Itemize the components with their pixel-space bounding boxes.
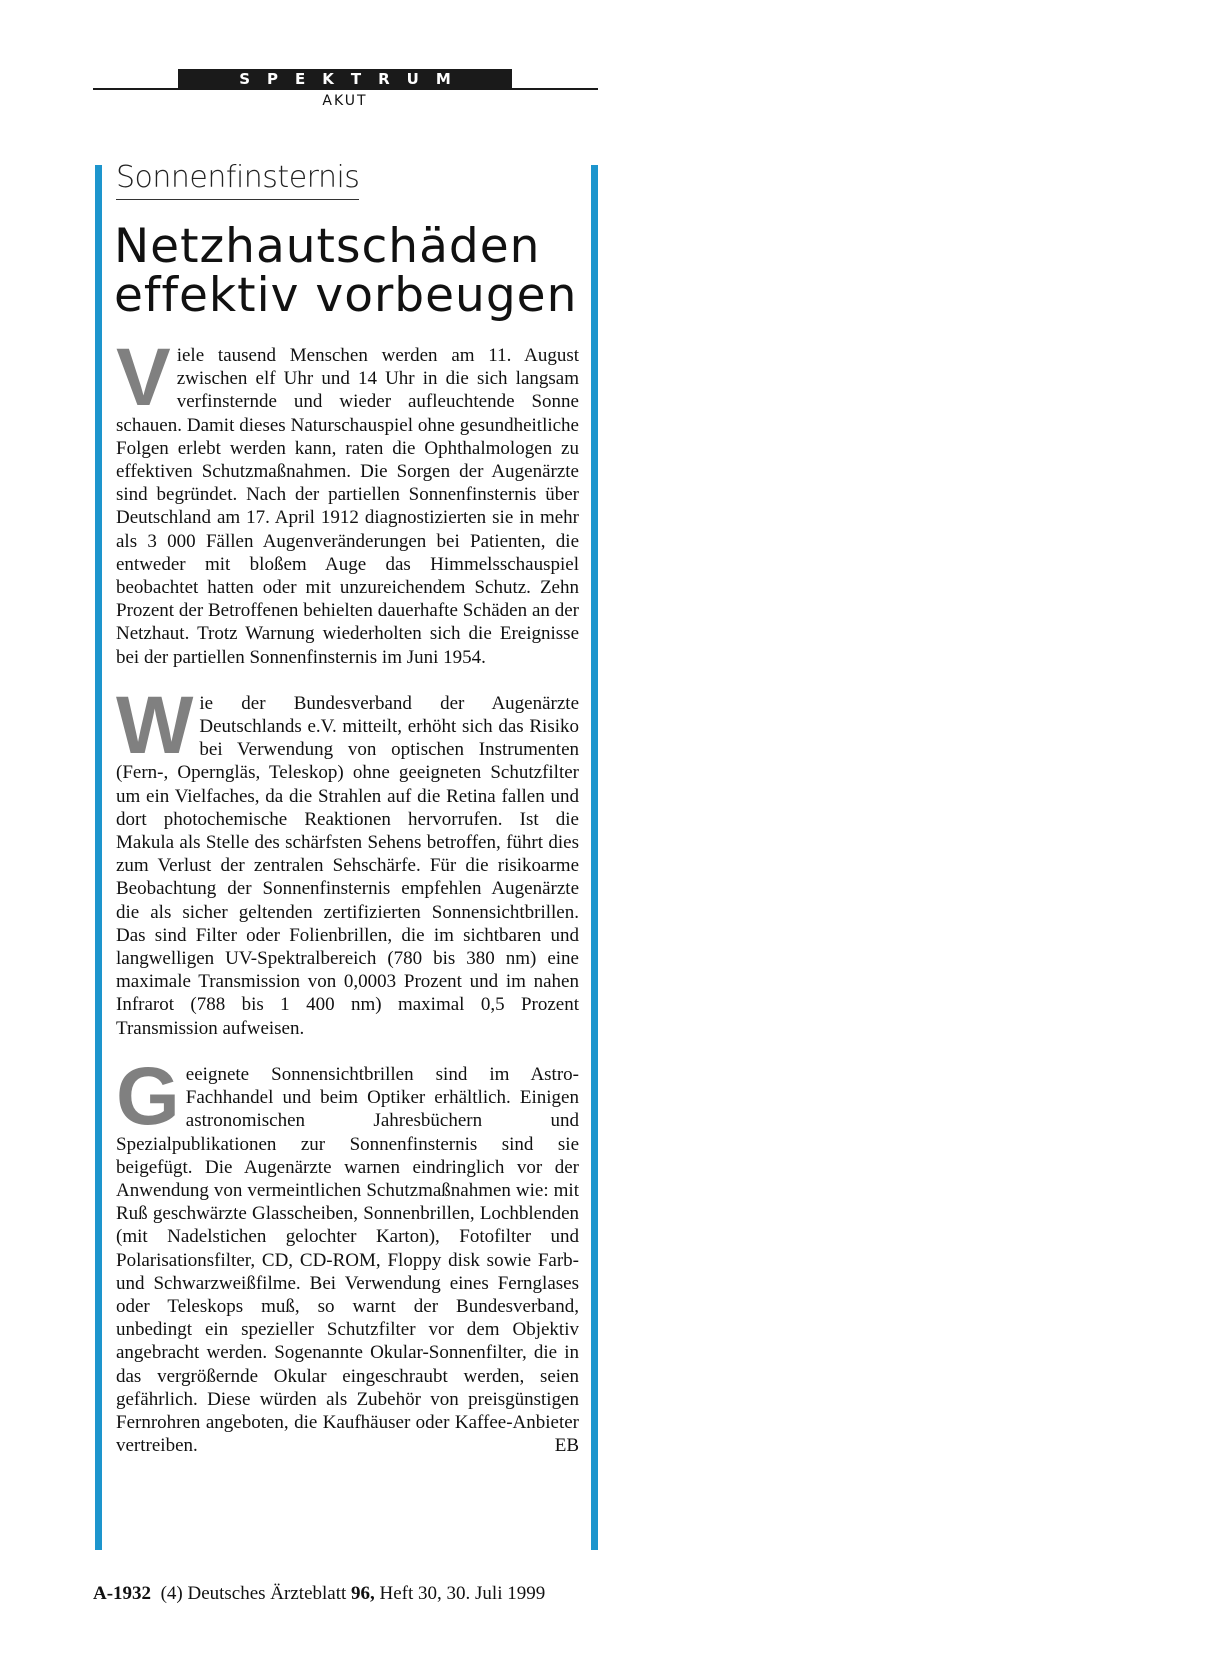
author-signature: EB <box>554 1435 579 1457</box>
dropcap: W <box>116 679 194 771</box>
article-headline: Netzhautschäden effektiv vorbeugen <box>114 219 578 323</box>
publication-name: (4) Deutsches Ärzteblatt <box>160 1583 347 1604</box>
section-rule <box>93 88 598 90</box>
dropcap: G <box>116 1050 180 1142</box>
article-right-accent-bar <box>591 165 598 1550</box>
paragraph-text: ie der Bundesverband der Augenärzte Deutschlands e.V. mitteilt, erhöht sich das Risiko bei Verwendung von optischen Instrumenten (Fern-, Operngläs, Teleskop) ohne geeigneten Schutzfilter um ein Vielfaches, da die Strahlen auf die Retina fallen und dort photochemische Reaktionen hervorrufen. Ist die Makula als Stelle des schärfsten Sehens betroffen, führt dies zum Verlust der zentralen Sehschärfe. Für die risikoarme Beobachtung der Sonnenfinsternis empfehlen Augenärzte die als sicher geltenden zertifizierten Sonnensichtbrillen. Das sind Filter oder Folienbrillen, die im sichtbaren und langwelligen UV-Spektralbereich (780 bis 380 nm) eine maximale Transmission von 0,0003 Prozent und im nahen Infrarot (788 bis 1 400 nm) maximal 0,5 Prozent Transmission aufweisen. <box>116 692 579 1039</box>
article-body <box>116 332 579 1480</box>
article-left-accent-bar <box>95 165 102 1550</box>
volume-number: 96, <box>351 1583 375 1604</box>
issue-info: Heft 30, 30. Juli 1999 <box>379 1583 546 1604</box>
paragraph-text: iele tausend Menschen werden am 11. August zwischen elf Uhr und 14 Uhr in die sich langsam verfinsternde und wieder aufleuchtende Sonne schauen. Damit dieses Naturschauspiel ohne gesundheitliche Folgen erlebt werden kann, raten die Ophthalmologen zu effektiven Schutzmaßnahmen. Die Sorgen der Augenärzte sind begründet. Nach der partiellen Sonnenfinsternis über Deutschland am 17. April 1912 diagnostizierten sie in mehr als 3 000 Fällen Augenveränderungen bei Patienten, die entweder mit bloßem Auge das Himmelsschauspiel beobachtet hatten oder mit unzureichendem Schutz. Zehn Prozent der Betroffenen behielten dauerhafte Schäden an der Netzhaut. Trotz Warnung wiederholten sich die Ereignisse bei der partiellen Sonnenfinsternis im Juni 1954. <box>116 345 579 668</box>
article-paragraph <box>116 1050 579 1457</box>
section-sublabel: AKUT <box>322 93 368 109</box>
page-number: A-1932 <box>93 1583 152 1604</box>
paragraph-text: eeignete Sonnensichtbrillen sind im Astro-Fachhandel und beim Optiker erhältlich. Einigen astronomischen Jahresbüchern und Spezialpublikationen zur Sonnenfinsternis sind sie beigefügt. Die Augenärzte warnen eindringlich vor der Anwendung von vermeintlichen Schutzmaßnahmen wie: mit Ruß geschwärzte Glasscheiben, Sonnenbrillen, Lochblenden (mit Nadelstichen gelochter Karton), Fotofilter und Polarisationsfilter, CD, CD-ROM, Floppy disk sowie Farb- und Schwarzweißfilme. Bei Verwendung eines Fernglases oder Teleskops muß, so warnt der Bundesverband, unbedingt ein spezieller Schutzfilter vor dem Objektiv angebracht werden. Sogenannte Okular-Sonnenfilter, die in das vergrößernde Okular eingeschraubt werden, seien gefährlich. Diese würden als Zubehör von preisgünstigen Fernrohren angeboten, die Kaufhäuser oder Kaffee-Anbieter vertreiben. <box>116 1063 579 1457</box>
section-label-bar <box>178 69 512 89</box>
page-footer <box>93 1583 545 1605</box>
article-paragraph <box>116 332 579 669</box>
article-kicker: Sonnenfinsternis <box>116 160 359 200</box>
dropcap: V <box>116 332 171 423</box>
article-paragraph <box>116 679 579 1040</box>
section-label: SPEKTRUM <box>239 70 468 88</box>
